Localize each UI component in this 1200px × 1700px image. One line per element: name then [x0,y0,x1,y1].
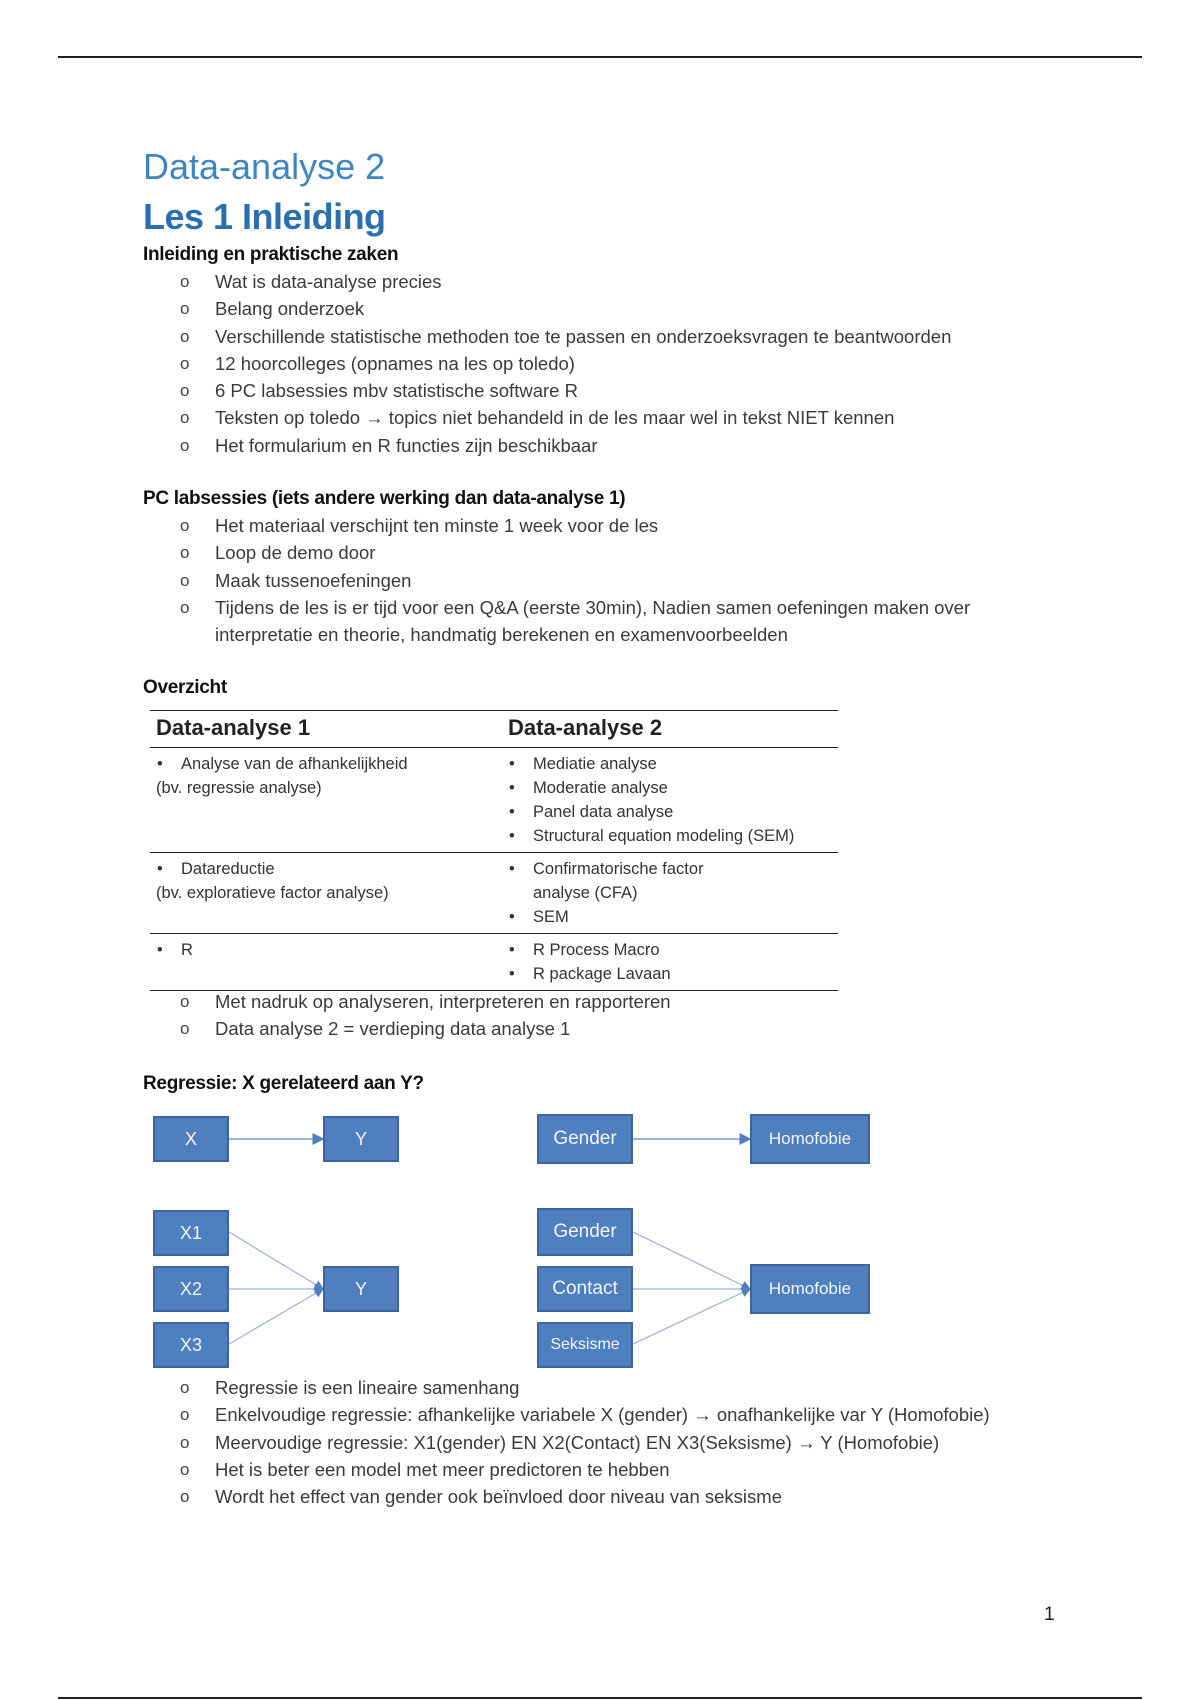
node-x: X [153,1116,229,1162]
node-x2: X2 [153,1266,229,1312]
node-contact: Contact [537,1266,633,1312]
cell-text: (bv. regressie analyse) [156,779,322,797]
arrow-gender2-homofobie2 [633,1232,750,1289]
cell-bullet-text: • Datareductie [156,857,496,881]
node-gender-2: Gender [537,1208,633,1256]
node-homofobie-2: Homofobie [750,1264,870,1314]
list-item: o Regressie is een lineaire samenhang [143,1374,1053,1401]
list-item: o Data analyse 2 = verdieping data analyse 1 [143,1015,1053,1042]
list-item: o Verschillende statistische methoden toe te passen en onderzoeksvragen te beantwoorden [143,323,1053,350]
heading-intro: Inleiding en praktische zaken [143,244,399,265]
cell-bullet-text: • R [156,938,496,962]
table-row [150,748,838,853]
labs-list [143,512,1053,648]
table-cell [502,853,838,934]
list-item: o 6 PC labsessies mbv statistische software R [143,377,1053,404]
node-seksisme: Seksisme [537,1322,633,1368]
heading-regression: Regressie: X gerelateerd aan Y? [143,1073,424,1094]
heading-labs: PC labsessies (iets andere werking dan data-analyse 1) [143,488,626,509]
cell-bullet-text: • Analyse van de afhankelijkheid [156,752,496,776]
list-item: o Wat is data-analyse precies [143,268,1053,295]
cell-bullet-text: • Moderatie analyse [508,776,832,800]
cell-bullet-text: • Confirmatorische factor analyse (CFA) [508,857,763,905]
list-item: o Het materiaal verschijnt ten minste 1 week voor de les [143,512,1053,539]
table-cell [150,748,502,853]
page-number: 1 [1044,1604,1055,1625]
document-title: Data-analyse 2 [143,146,386,187]
cell-bullet-text: • Panel data analyse [508,800,832,824]
node-y: Y [323,1116,399,1162]
lesson-title: Les 1 Inleiding [143,196,386,237]
heading-overview: Overzicht [143,677,227,698]
list-item: o Wordt het effect van gender ook beïnvloed door niveau van seksisme [143,1483,1053,1510]
node-y2: Y [323,1266,399,1312]
bottom-rule [58,1697,1142,1699]
table-cell [150,853,502,934]
list-item: o Maak tussenoefeningen [143,567,1053,594]
cell-bullet-text: • Mediatie analyse [508,752,832,776]
regression-diagram [143,1100,883,1370]
top-rule [58,56,1142,58]
node-x3: X3 [153,1322,229,1368]
list-item: o Met nadruk op analyseren, interpreteren en rapporteren [143,988,1053,1015]
list-item: o Meervoudige regressie: X1(gender) EN X2(Contact) EN X3(Seksisme) → Y (Homofobie) [143,1429,1053,1456]
list-item: o 12 hoorcolleges (opnames na les op toledo) [143,350,1053,377]
node-homofobie: Homofobie [750,1114,870,1164]
cell-bullet-text: • R Process Macro [508,938,832,962]
table-cell [502,934,838,991]
cell-text: (bv. exploratieve factor analyse) [156,884,389,902]
overview-list [143,988,1053,1043]
list-item: o Loop de demo door [143,539,1053,566]
cell-bullet-text: • Structural equation modeling (SEM) [508,824,832,848]
node-x1: X1 [153,1210,229,1256]
regression-list [143,1374,1053,1510]
cell-bullet-text: • R package Lavaan [508,962,832,986]
node-gender: Gender [537,1114,633,1164]
list-item: o Tijdens de les is er tijd voor een Q&A (eerste 30min), Nadien samen oefeningen maken over interpretatie en theorie, handmatig berekenen en examenvoorbeelden [143,594,1053,649]
list-item: o Belang onderzoek [143,295,1053,322]
list-item: o Het is beter een model met meer predictoren te hebben [143,1456,1053,1483]
table-row [150,853,838,934]
list-item: o Het formularium en R functies zijn beschikbaar [143,432,1053,459]
table-cell [150,934,502,991]
table-header-col2: Data-analyse 2 [502,711,838,748]
table-cell [502,748,838,853]
arrow-x1-y [229,1232,323,1289]
overview-table [150,710,838,991]
list-item: o Teksten op toledo → topics niet behandeld in de les maar wel in tekst NIET kennen [143,404,1053,431]
table-row [150,934,838,991]
cell-bullet-text: • SEM [508,905,832,929]
list-item: o Enkelvoudige regressie: afhankelijke variabele X (gender) → onafhankelijke var Y (Homofobie) [143,1401,1053,1428]
table-header-col1: Data-analyse 1 [150,711,502,748]
intro-list [143,268,1053,459]
arrow-x3-y [229,1289,323,1344]
arrow-seksisme-homofobie2 [633,1289,750,1344]
